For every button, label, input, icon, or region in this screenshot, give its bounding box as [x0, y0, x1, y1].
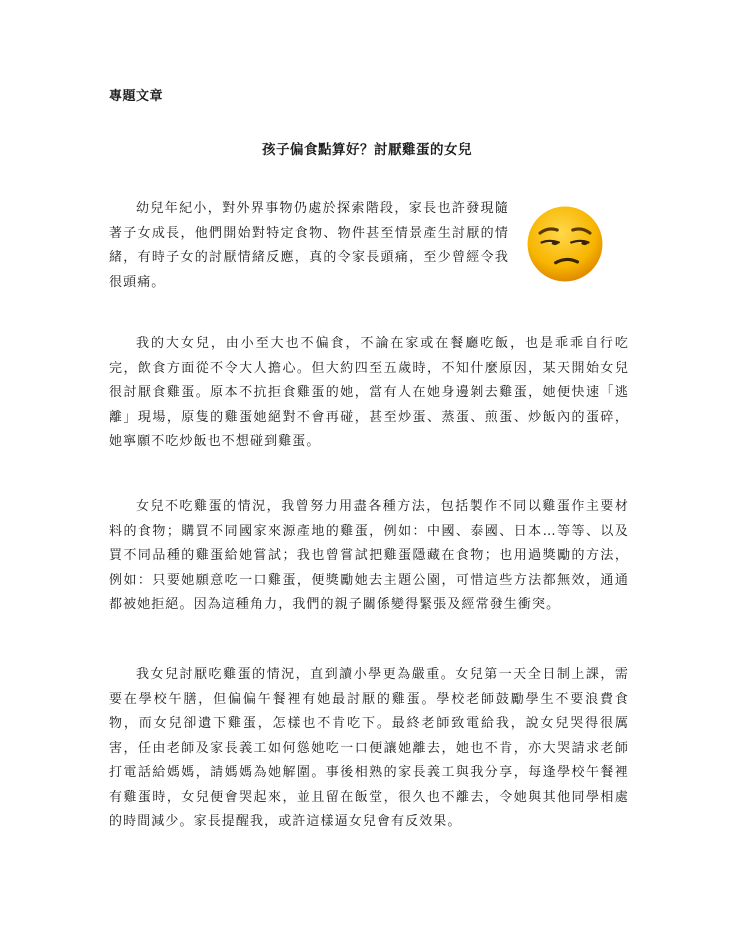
- paragraph-1: 幼兒年紀小，對外界事物仍處於探索階段，家長也許發現隨著子女成長，他們開始對特定食物、物件甚至情景產生討厭的情緒，有時子女的討厭情緒反應，真的令家長頭痛，至少曾經令我很頭痛。: [109, 201, 509, 290]
- section-label: 專題文章: [109, 89, 164, 104]
- article-title: 孩子偏食點算好？討厭雞蛋的女兒: [262, 142, 472, 158]
- paragraph-3: 女兒不吃雞蛋的情況，我曾努力用盡各種方法，包括製作不同以雞蛋作主要材料的食物；購買不同國家來源產地的雞蛋，例如：中國、泰國、日本…等等、以及買不同品種的雞蛋給她嘗試；我也曾嘗試把雞蛋隱藏在食物；也用過獎勵的方法，例如：只要她願意吃一口雞蛋，便獎勵她去主題公園，可惜這些方法都無效，通通都被她拒絕。因為這種角力，我們的親子關係變得緊張及經常發生衝突。: [109, 499, 629, 612]
- paragraph-2: 我的大女兒，由小至大也不偏食，不論在家或在餐廳吃飯，也是乖乖自行吃完，飲食方面從不令大人擔心。但大約四至五歲時，不知什麼原因，某天開始女兒很討厭食雞蛋。原本不抗拒食雞蛋的她，當有人在她身邊剝去雞蛋，她便快速「逃離」現場，原隻的雞蛋她絕對不會再碰，甚至炒蛋、蒸蛋、煎蛋、炒飯內的蛋碎，她寧願不吃炒飯也不想碰到雞蛋。: [109, 336, 629, 449]
- unamused-face-icon: [526, 205, 604, 283]
- paragraph-4: 我女兒討厭吃雞蛋的情況，直到讀小學更為嚴重。女兒第一天全日制上課，需要在學校午膳，但偏偏午餐裡有她最討厭的雞蛋。學校老師鼓勵學生不要浪費食物，而女兒卻遺下雞蛋，怎樣也不肯吃下。最終老師致電給我，說女兒哭得很厲害，任由老師及家長義工如何慫她吃一口便讓她離去，她也不肯，亦大哭請求老師打電話給媽媽，請媽媽為她解圍。事後相熟的家長義工與我分享，每逢學校午餐裡有雞蛋時，女兒便會哭起來，並且留在飯堂，很久也不離去，令她與其他同學相處的時間減少。家長提醒我，或許這樣逼女兒會有反效果。: [109, 667, 629, 829]
